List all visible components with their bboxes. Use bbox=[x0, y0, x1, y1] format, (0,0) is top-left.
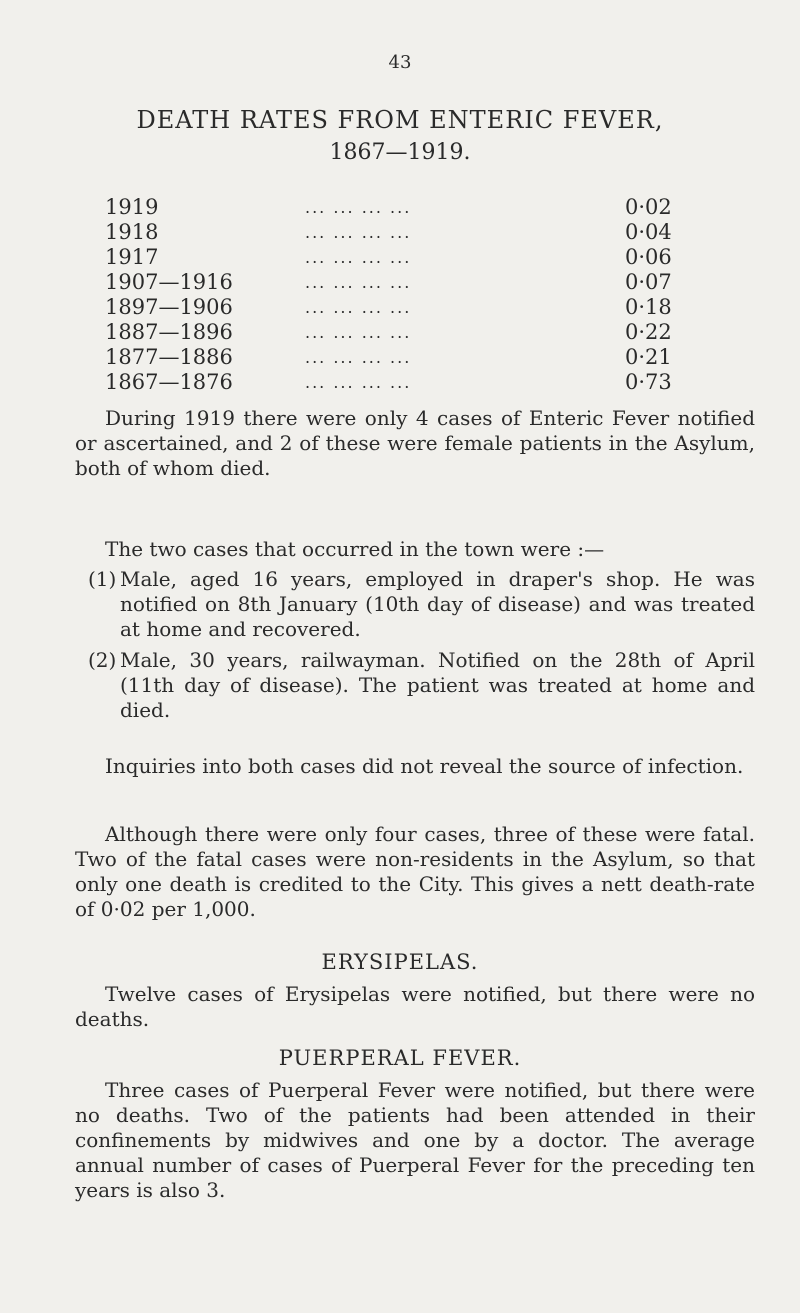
leader-dots: ... ... ... ... bbox=[305, 223, 412, 242]
rate-value: 0·73 bbox=[625, 370, 672, 394]
page-title: DEATH RATES FROM ENTERIC FEVER, bbox=[136, 106, 664, 134]
rate-row bbox=[105, 320, 715, 345]
death-rates-table bbox=[105, 195, 715, 395]
leader-dots: ... ... ... ... bbox=[305, 323, 412, 342]
leader-dots: ... ... ... ... bbox=[305, 248, 412, 267]
rate-value: 0·22 bbox=[625, 320, 672, 344]
case-number: (2) bbox=[88, 648, 117, 672]
rate-row bbox=[105, 370, 715, 395]
rate-period: 1918 bbox=[105, 220, 159, 244]
case-description: Male, aged 16 years, employed in draper's shop. He was notified on 8th January (10th day of disease) and was treated at home and recovered. bbox=[120, 567, 755, 641]
case-item bbox=[88, 567, 755, 642]
rate-period: 1887—1896 bbox=[105, 320, 233, 344]
rate-value: 0·18 bbox=[625, 295, 672, 319]
rate-row bbox=[105, 270, 715, 295]
rate-period: 1917 bbox=[105, 245, 159, 269]
rate-value: 0·07 bbox=[625, 270, 672, 294]
rate-value: 0·02 bbox=[625, 195, 672, 219]
rate-value: 0·21 bbox=[625, 345, 672, 369]
puerperal-fever-paragraph: Three cases of Puerperal Fever were notified, but there were no deaths. Two of the patients had been attended in their confinements by midwives and one by a doctor. The average annual number of cases of Puerperal Fever for the preceding ten years is also 3. bbox=[75, 1078, 755, 1202]
rate-row bbox=[105, 345, 715, 370]
case-description: Male, 30 years, railwayman. Notified on the 28th of April (11th day of disease). The patient was treated at home and died. bbox=[120, 648, 755, 722]
rate-row bbox=[105, 295, 715, 320]
rate-period: 1907—1916 bbox=[105, 270, 233, 294]
rate-row bbox=[105, 245, 715, 270]
inquiries-paragraph: Inquiries into both cases did not reveal the source of infection. bbox=[105, 754, 744, 778]
rate-value: 0·04 bbox=[625, 220, 672, 244]
rate-row bbox=[105, 220, 715, 245]
leader-dots: ... ... ... ... bbox=[305, 298, 412, 317]
erysipelas-heading: ERYSIPELAS. bbox=[321, 950, 479, 974]
rate-period: 1867—1876 bbox=[105, 370, 233, 394]
puerperal-fever-heading: PUERPERAL FEVER. bbox=[278, 1046, 522, 1070]
leader-dots: ... ... ... ... bbox=[305, 198, 412, 217]
fatal-cases-paragraph: Although there were only four cases, three of these were fatal. Two of the fatal cases were non-residents in the Asylum, so that only one death is credited to the City. This gives a nett death-rate of 0·02 per 1,000. bbox=[75, 822, 755, 921]
leader-dots: ... ... ... ... bbox=[305, 348, 412, 367]
erysipelas-paragraph: Twelve cases of Erysipelas were notified, but there were no deaths. bbox=[75, 982, 755, 1031]
enteric-summary-paragraph: During 1919 there were only 4 cases of Enteric Fever notified or ascertained, and 2 of these were female patients in the Asylum, both of whom died. bbox=[75, 406, 755, 480]
rate-period: 1877—1886 bbox=[105, 345, 233, 369]
case-number: (1) bbox=[88, 567, 117, 591]
leader-dots: ... ... ... ... bbox=[305, 273, 412, 292]
case-item bbox=[88, 648, 755, 723]
rate-period: 1919 bbox=[105, 195, 159, 219]
page-number: 43 bbox=[388, 52, 412, 73]
page-subtitle: 1867—1919. bbox=[329, 140, 471, 165]
leader-dots: ... ... ... ... bbox=[305, 373, 412, 392]
rate-row bbox=[105, 195, 715, 220]
rate-value: 0·06 bbox=[625, 245, 672, 269]
rate-period: 1897—1906 bbox=[105, 295, 233, 319]
town-cases-intro: The two cases that occurred in the town were :— bbox=[105, 537, 605, 561]
